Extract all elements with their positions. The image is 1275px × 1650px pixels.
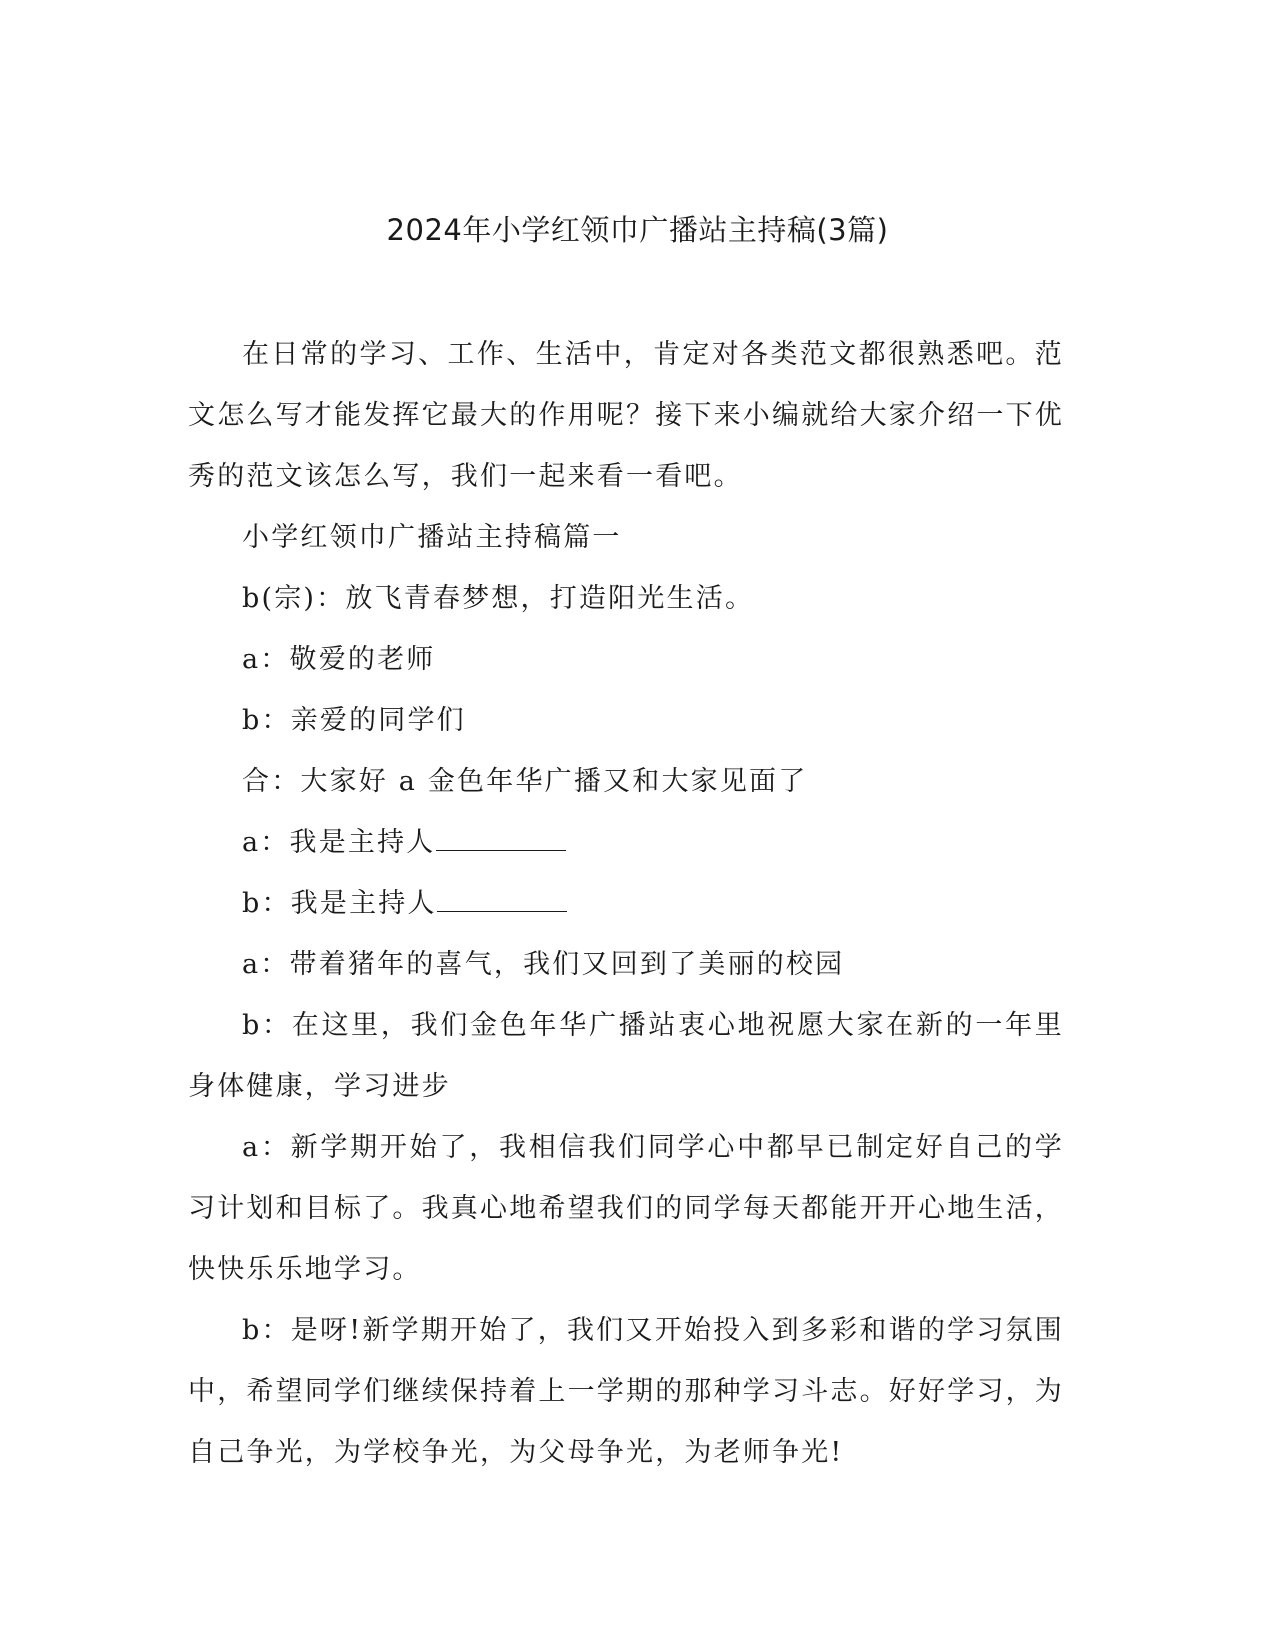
dialogue-text: a：我是主持人 <box>242 827 436 858</box>
fill-in-blank <box>437 887 567 912</box>
dialogue-line: 合：大家好 a 金色年华广播又和大家见面了 <box>242 766 808 797</box>
dialogue-line: b：是呀!新学期开始了，我们又开始投入到多彩和谐的学习氛围中，希望同学们继续保持着上一学期的那种学习斗志。好好学习，为自己争光，为学校争光，为父母争光，为老师争光! <box>188 1315 1064 1468</box>
dialogue-line: b(宗)：放飞青春梦想，打造阳光生活。 <box>242 583 755 614</box>
dialogue-text: b：我是主持人 <box>242 888 437 919</box>
dialogue-line: a：带着猪年的喜气，我们又回到了美丽的校园 <box>242 949 845 980</box>
dialogue-line-with-blank <box>188 873 1064 934</box>
intro-paragraph: 在日常的学习、工作、生活中，肯定对各类范文都很熟悉吧。范文怎么写才能发挥它最大的作用呢？接下来小编就给大家介绍一下优秀的范文该怎么写，我们一起来看一看吧。 <box>188 339 1064 492</box>
document-body <box>188 324 1064 1483</box>
section-heading: 小学红领巾广播站主持稿篇一 <box>242 522 622 553</box>
document-title: 2024年小学红领巾广播站主持稿(3篇) <box>386 213 889 247</box>
dialogue-line: a：新学期开始了，我相信我们同学心中都早已制定好自己的学习计划和目标了。我真心地希望我们的同学每天都能开开心地生活，快快乐乐地学习。 <box>188 1132 1064 1285</box>
dialogue-line: a：敬爱的老师 <box>242 644 436 675</box>
dialogue-line: b：在这里，我们金色年华广播站衷心地祝愿大家在新的一年里身体健康，学习进步 <box>188 1010 1064 1102</box>
dialogue-line-with-blank <box>188 812 1064 873</box>
fill-in-blank <box>436 826 566 851</box>
dialogue-line: b：亲爱的同学们 <box>242 705 466 736</box>
